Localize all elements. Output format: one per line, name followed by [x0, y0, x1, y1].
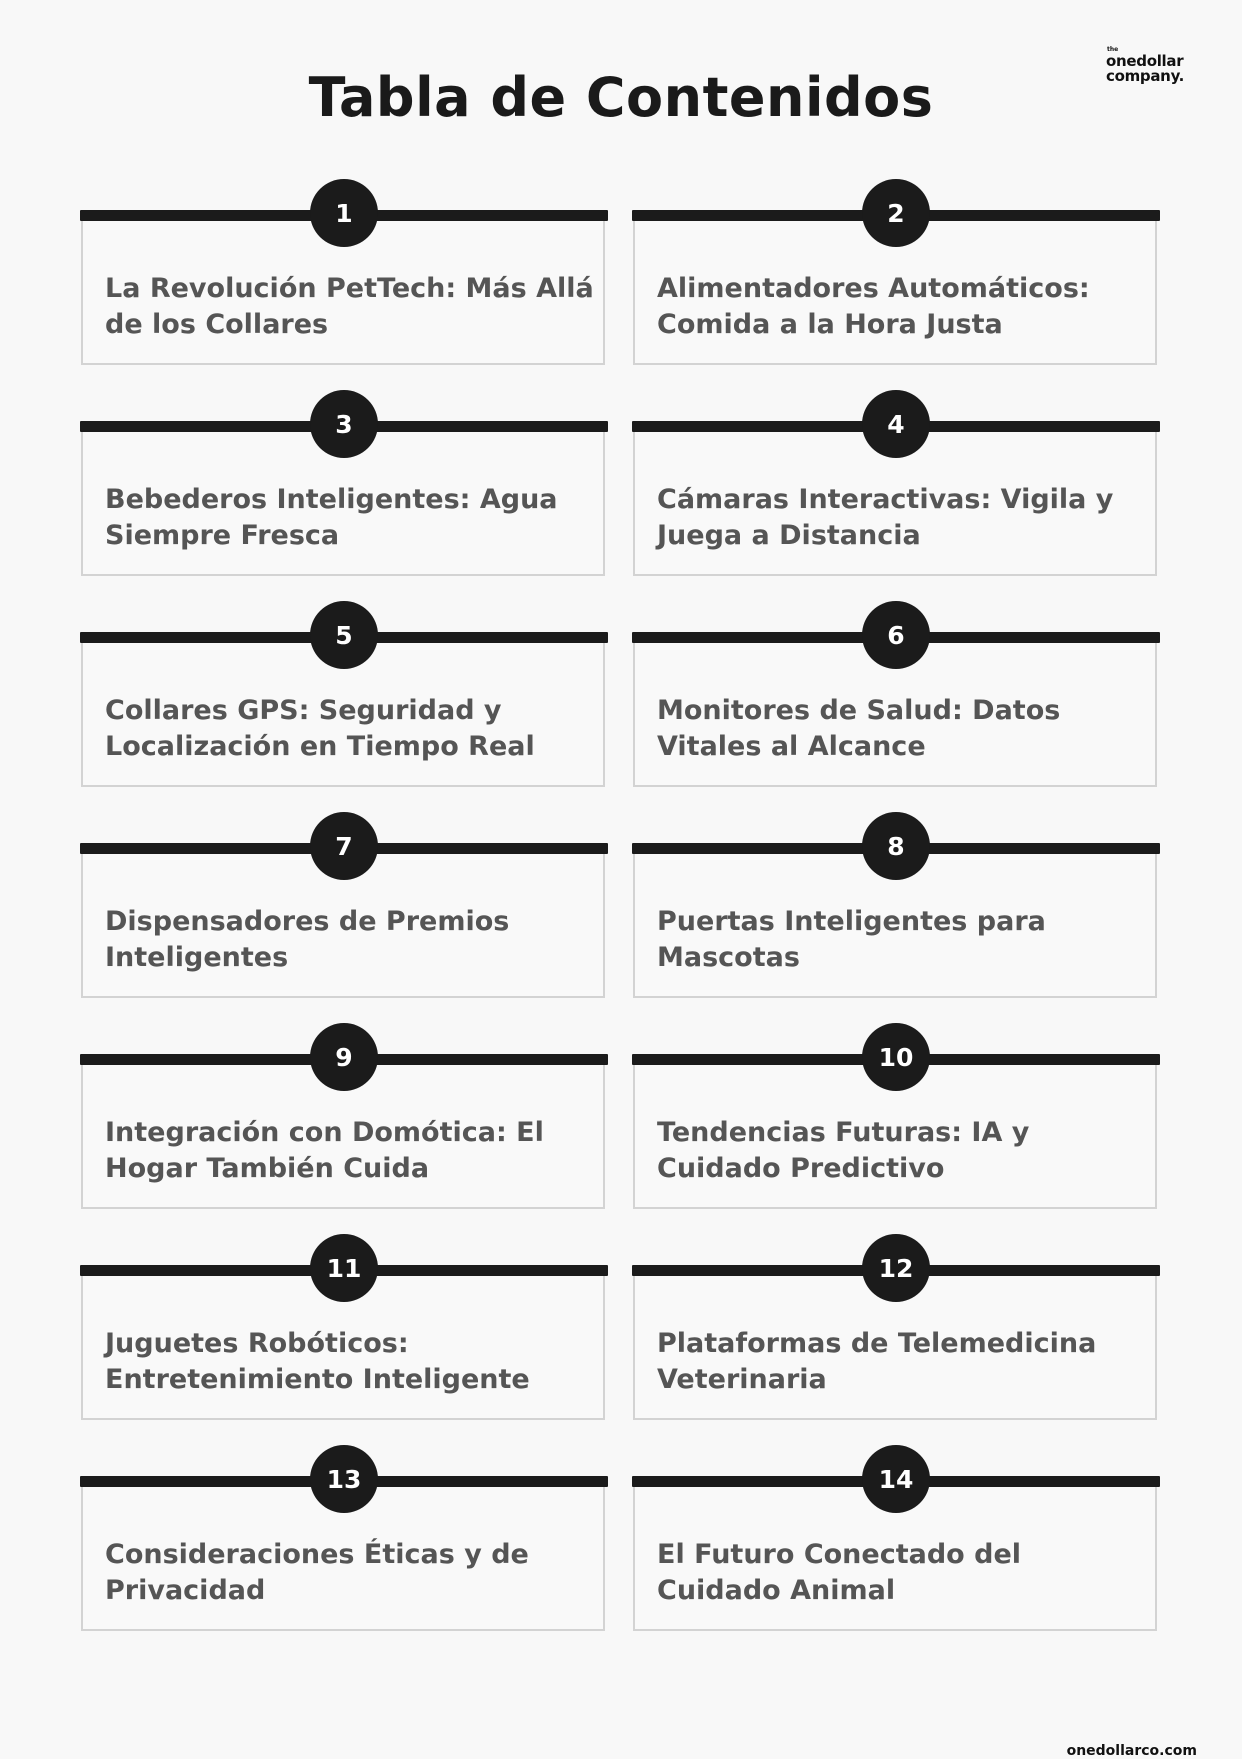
page-title: Tabla de Contenidos [308, 66, 934, 129]
chapter-number-badge: 5 [310, 601, 378, 669]
toc-item[interactable] [632, 179, 1160, 390]
chapter-number-badge: 14 [862, 1445, 930, 1513]
chapter-title: Integración con Domótica: El Hogar También Cuida [105, 1117, 544, 1184]
chapter-title: Cámaras Interactivas: Vigila y Juega a Distancia [657, 484, 1114, 551]
chapter-number-badge: 9 [310, 1023, 378, 1091]
toc-grid [80, 179, 1160, 1656]
toc-item[interactable] [80, 1023, 608, 1234]
logo-small-text: the [1107, 46, 1119, 53]
chapter-number-badge: 4 [862, 390, 930, 458]
toc-item[interactable] [80, 1445, 608, 1656]
logo-line-1: onedollar [1106, 52, 1184, 70]
toc-item[interactable] [80, 390, 608, 601]
chapter-title: Puertas Inteligentes para Mascotas [657, 906, 1046, 973]
toc-item[interactable] [632, 1234, 1160, 1445]
chapter-title: Plataformas de Telemedicina Veterinaria [657, 1328, 1097, 1395]
logo-line-2: company. [1106, 67, 1185, 85]
chapter-number-badge: 7 [310, 812, 378, 880]
toc-item[interactable] [80, 812, 608, 1023]
chapter-title: Monitores de Salud: Datos Vitales al Alcance [657, 695, 1061, 762]
chapter-number-badge: 1 [310, 179, 378, 247]
chapter-title: Tendencias Futuras: IA y Cuidado Predictivo [657, 1117, 1030, 1184]
toc-item[interactable] [80, 601, 608, 812]
chapter-title: Alimentadores Automáticos: Comida a la Hora Justa [657, 273, 1090, 340]
toc-item[interactable] [632, 1445, 1160, 1656]
toc-item[interactable] [632, 601, 1160, 812]
toc-item[interactable] [632, 1023, 1160, 1234]
chapter-number-badge: 8 [862, 812, 930, 880]
chapter-title: Juguetes Robóticos: Entretenimiento Inteligente [105, 1328, 530, 1395]
toc-item[interactable] [632, 390, 1160, 601]
toc-item[interactable] [80, 1234, 608, 1445]
chapter-title: El Futuro Conectado del Cuidado Animal [657, 1539, 1022, 1606]
chapter-number-badge: 11 [310, 1234, 378, 1302]
chapter-number-badge: 6 [862, 601, 930, 669]
toc-item[interactable] [80, 179, 608, 390]
chapter-number-badge: 12 [862, 1234, 930, 1302]
chapter-number-badge: 13 [310, 1445, 378, 1513]
chapter-number-badge: 3 [310, 390, 378, 458]
chapter-title: Consideraciones Éticas y de Privacidad [105, 1539, 529, 1606]
toc-item[interactable] [632, 812, 1160, 1023]
chapter-title: Bebederos Inteligentes: Agua Siempre Fresca [105, 484, 558, 551]
chapter-title: Collares GPS: Seguridad y Localización en Tiempo Real [105, 695, 535, 762]
chapter-number-badge: 10 [862, 1023, 930, 1091]
chapter-title: Dispensadores de Premios Inteligentes [105, 906, 510, 973]
chapter-number-badge: 2 [862, 179, 930, 247]
chapter-title: La Revolución PetTech: Más Allá de los Collares [105, 273, 594, 340]
footer-url: onedollarco.com [1066, 1743, 1197, 1759]
